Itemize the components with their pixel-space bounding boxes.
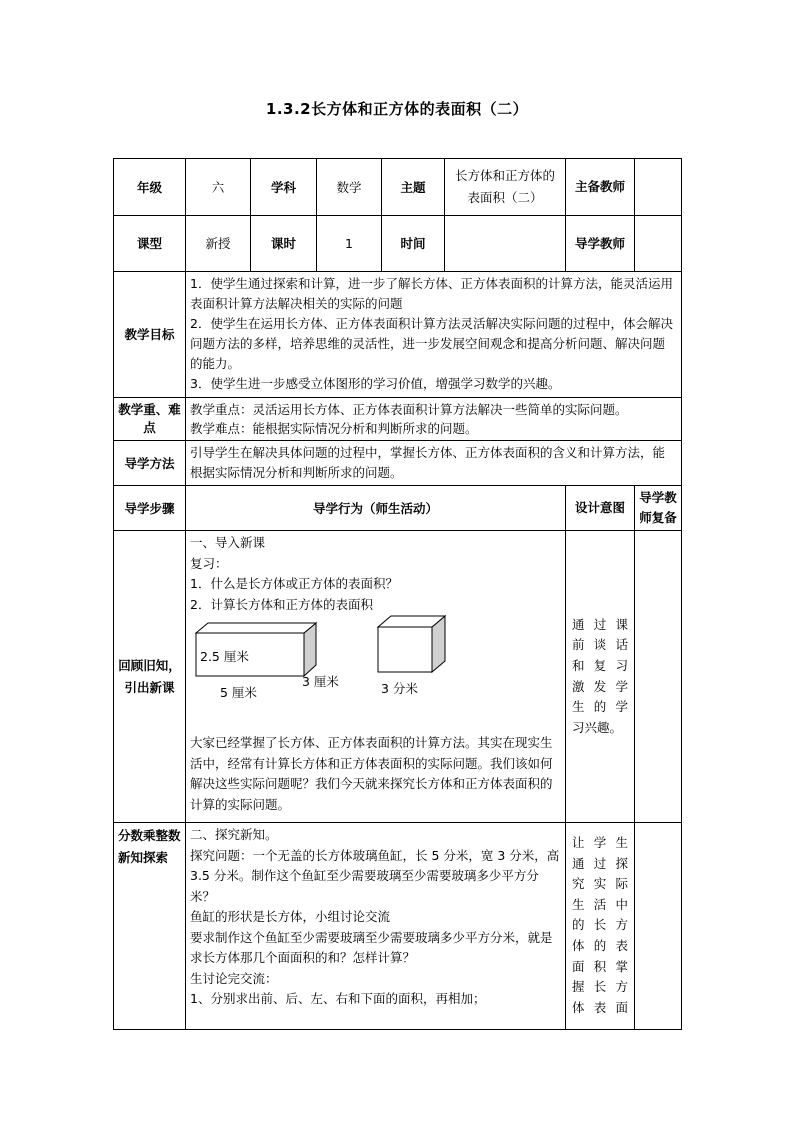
design-line: 的 长 方	[572, 917, 629, 933]
grade-label: 年级	[114, 159, 186, 216]
section-1-design	[566, 531, 635, 823]
topic-value: 长方体和正方体的表面积（二）	[445, 159, 566, 216]
design-line: 体 表 面	[572, 999, 629, 1015]
review-label: 复习：	[190, 555, 228, 571]
section-2-activity	[186, 823, 566, 1030]
subject-value: 数学	[317, 159, 382, 216]
column-steps: 导学步骤	[114, 486, 186, 531]
goal-item: 1．使学生通过探索和计算，进一步了解长方体、正方体表面积的计算方法，能灵活运用表面积计算方法解决相关的实际的问题	[190, 276, 673, 311]
goal-item: 3．使学生进一步感受立体图形的学习价值，增强学习数学的兴趣。	[190, 376, 561, 391]
grade-value: 六	[186, 159, 251, 216]
design-line: 通 过 探	[572, 855, 629, 871]
key-points-label: 教学重、难点	[114, 398, 186, 441]
column-activity: 导学行为（师生活动）	[186, 486, 566, 531]
explore-problem: 探究问题：一个无盖的长方体玻璃鱼缸，长 5 分米，宽 3 分米，高 3.5 分米。制作这个鱼缸至少需要玻璃至少需要玻璃多少平方分米？	[190, 847, 560, 904]
method-label: 导学方法	[114, 441, 186, 486]
design-line: 生 活 中	[572, 896, 629, 912]
design-line: 究 实 际	[572, 876, 629, 892]
section-1-paragraph: 大家已经掌握了长方体、正方体表面积的计算方法。其实在现实生活中，经常有计算长方体和正方体表面积的实际问题。我们该如何解决这些实际问题呢？我们今天就来探究长方体和正方体表面积的计算的实际问题。	[190, 735, 553, 812]
section-2-design	[566, 823, 635, 1030]
header-row-2	[114, 216, 682, 272]
section-1-activity	[186, 531, 566, 823]
section-2-row	[114, 823, 682, 1030]
cube-edge-label: 3 分米	[381, 681, 418, 696]
guide-teacher-value	[635, 216, 682, 272]
guide-teacher-label: 导学教师	[566, 216, 635, 272]
section-2-heading: 二、探究新知。	[190, 827, 278, 842]
period-label: 课时	[251, 216, 317, 272]
goals-row	[114, 272, 682, 398]
cuboid-height-label: 2.5 厘米	[200, 649, 249, 664]
discussion-label: 生讨论完交流：	[190, 970, 278, 986]
cuboid-length-label: 5 厘米	[220, 685, 257, 700]
method-row	[114, 441, 682, 486]
method-text: 引导学生在解决具体问题的过程中，掌握长方体、正方体表面积的含义和计算方法，能根据实际情况分析和判断所求的问题。	[186, 441, 682, 486]
lesson-plan-table	[113, 158, 682, 1030]
section-1-design-text	[572, 615, 628, 739]
document-title: 1.3.2长方体和正方体的表面积（二）	[265, 100, 529, 118]
design-line: 通 过 课	[572, 616, 629, 632]
time-value	[445, 216, 566, 272]
cube-shape	[378, 616, 445, 672]
lesson-type-label: 课型	[114, 216, 186, 272]
solids-drawing	[190, 615, 490, 733]
key-point: 教学重点：灵活运用长方体、正方体表面积计算方法解决一些简单的实际问题。	[190, 402, 628, 417]
design-line: 和 复 习	[572, 657, 629, 673]
main-teacher-label: 主备教师	[566, 159, 635, 216]
design-line: 习兴趣。	[572, 719, 623, 735]
review-question-2: 2．计算长方体和正方体的表面积	[190, 596, 373, 612]
goals-content	[186, 272, 682, 398]
method-1-text: 1、分别求出前、后、左、右和下面的面积，再相加；	[190, 991, 486, 1006]
difficult-point: 教学难点：能根据实际情况分析和判断所求的问题。	[190, 421, 478, 436]
section-1-step: 回顾旧知，引出新课	[114, 531, 186, 823]
section-2-step: 分数乘整数新知探索	[114, 823, 186, 1030]
column-notes: 导学教师复备	[635, 486, 682, 531]
section-1-notes	[635, 531, 682, 823]
design-line: 让 学 生	[572, 835, 629, 850]
design-line: 生 的 学	[572, 699, 629, 715]
topic-label: 主题	[382, 159, 445, 216]
goal-item: 2．使学生在运用长方体、正方体表面积计算方法灵活解决实际问题的过程中，体会解决问题方法的多样，培养思维的灵活性，进一步发展空间观念和提高分析问题、解决问题的能力。	[190, 316, 673, 371]
design-line: 前 谈 话	[572, 637, 629, 653]
design-line: 体 的 表	[572, 937, 629, 953]
section-2-notes	[635, 823, 682, 1030]
column-design: 设计意图	[566, 486, 635, 531]
period-value: 1	[317, 216, 382, 272]
subject-label: 学科	[251, 159, 317, 216]
column-header-row	[114, 486, 682, 531]
key-points-content	[186, 398, 682, 441]
section-2-design-text	[572, 833, 628, 1018]
header-row-1	[114, 159, 682, 216]
design-line: 握 长 方	[572, 979, 629, 995]
review-question-1: 1．什么是长方体或正方体的表面积？	[190, 576, 398, 591]
requirement-text: 要求制作这个鱼缸至少需要玻璃至少需要玻璃多少平方分米，就是求长方体那几个面面积的和？怎样计算？	[190, 929, 553, 965]
design-line: 面 积 掌	[572, 958, 629, 974]
section-1-row	[114, 531, 682, 823]
solids-figure	[190, 615, 561, 733]
main-teacher-value	[635, 159, 682, 216]
shape-note: 鱼缸的形状是长方体，小组讨论交流	[190, 909, 391, 924]
goals-label: 教学目标	[114, 272, 186, 398]
key-points-row	[114, 398, 682, 441]
section-1-heading: 一、导入新课	[190, 535, 266, 550]
lesson-type-value: 新授	[186, 216, 251, 272]
time-label: 时间	[382, 216, 445, 272]
cuboid-width-label: 3 厘米	[302, 674, 339, 689]
design-line: 激 发 学	[572, 678, 629, 694]
